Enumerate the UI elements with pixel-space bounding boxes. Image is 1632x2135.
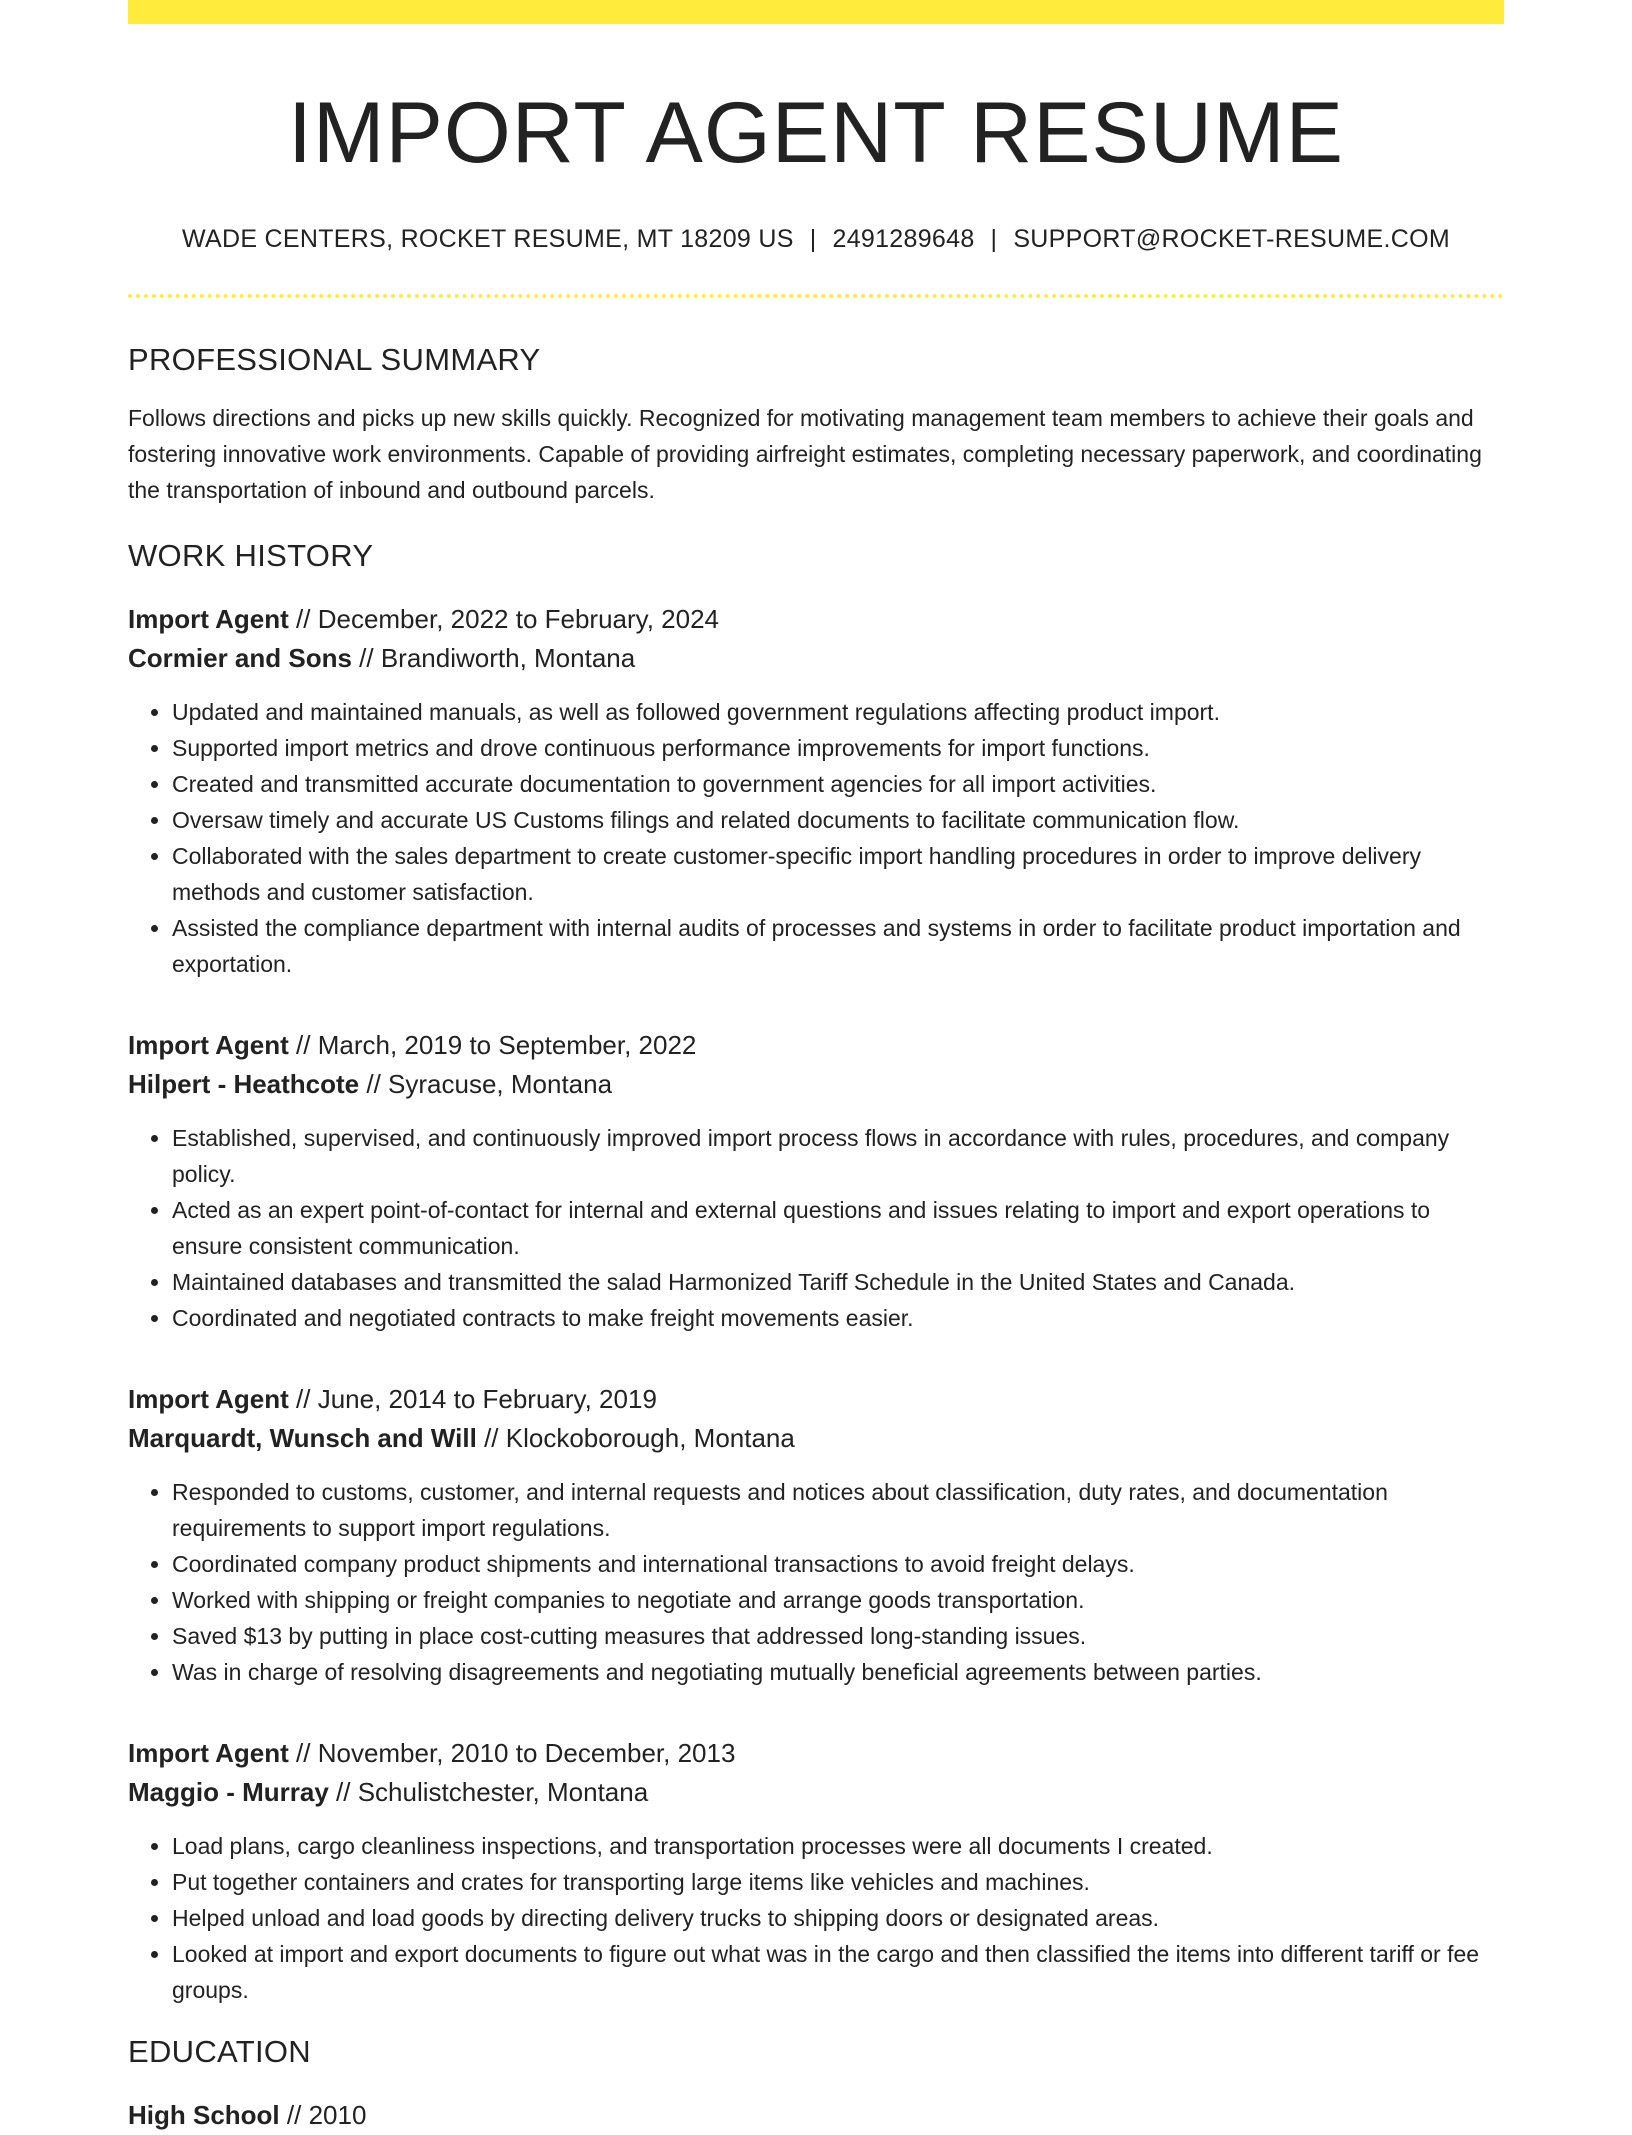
job-duty-item: • Worked with shipping or freight companies to negotiate and arrange goods transportation. xyxy=(172,1582,1504,1618)
education-degree: High School xyxy=(128,2099,280,2130)
job-title-line xyxy=(128,1380,1504,1419)
job-company-line xyxy=(128,1773,1504,1812)
job-location: // Brandiworth, Montana xyxy=(351,642,636,673)
work-history-list xyxy=(128,600,1504,2008)
job-company: Maggio - Murray xyxy=(128,1776,329,1807)
education-year: // 2010 xyxy=(279,2099,367,2130)
job-duty-item: • Coordinated company product shipments and international transactions to avoid freight delays. xyxy=(172,1546,1504,1582)
job-duty-item: • Collaborated with the sales department to create customer-specific import handling procedures in order to improve delivery methods and customer satisfaction. xyxy=(172,838,1504,910)
job-duty-item: • Put together containers and crates for transporting large items like vehicles and machines. xyxy=(172,1864,1504,1900)
job-duty-item: • Established, supervised, and continuously improved import process flows in accordance with rules, procedures, and company policy. xyxy=(172,1120,1504,1192)
job-duty-item: • Maintained databases and transmitted the salad Harmonized Tariff Schedule in the United States and Canada. xyxy=(172,1264,1504,1300)
resume-page xyxy=(128,0,1504,2135)
job-title-line xyxy=(128,1734,1504,1773)
job-duty-item: • Coordinated and negotiated contracts to make freight movements easier. xyxy=(172,1300,1504,1336)
summary-text: Follows directions and picks up new skills quickly. Recognized for motivating management team members to achieve their goals and fostering innovative work environments. Capable of providing airfreight estimates, completing necessary paperwork, and coordinating the transportation of inbound and outbound parcels. xyxy=(128,404,1482,503)
job-title: Import Agent xyxy=(128,603,289,634)
job-location: // Syracuse, Montana xyxy=(359,1068,613,1099)
job-duty-item: • Was in charge of resolving disagreements and negotiating mutually beneficial agreements between parties. xyxy=(172,1654,1504,1690)
job-title: Import Agent xyxy=(128,1737,289,1768)
job-dates: // December, 2022 to February, 2024 xyxy=(288,603,720,634)
summary-heading: PROFESSIONAL SUMMARY xyxy=(128,341,541,377)
work-history-heading: WORK HISTORY xyxy=(128,537,374,573)
job-dates: // March, 2019 to September, 2022 xyxy=(288,1029,697,1060)
job-company: Marquardt, Wunsch and Will xyxy=(128,1422,477,1453)
job-title-line xyxy=(128,1026,1504,1065)
job-company: Cormier and Sons xyxy=(128,642,352,673)
contact-email: SUPPORT@ROCKET-RESUME.COM xyxy=(1013,224,1450,253)
top-accent-bar xyxy=(128,0,1504,24)
job-company-line xyxy=(128,1065,1504,1104)
contact-line xyxy=(128,225,1504,254)
job-duty-item: • Looked at import and export documents to figure out what was in the cargo and then classified the items into different tariff or fee groups. xyxy=(172,1936,1504,2008)
job-duty-item: • Saved $13 by putting in place cost-cutting measures that addressed long-standing issues. xyxy=(172,1618,1504,1654)
job-dates: // June, 2014 to February, 2019 xyxy=(288,1383,657,1414)
contact-separator: | xyxy=(990,224,998,253)
job-entry xyxy=(128,1380,1504,1690)
dotted-divider xyxy=(128,294,1504,298)
job-duties-list xyxy=(128,1120,1504,1336)
job-entry xyxy=(128,1734,1504,2008)
job-title: Import Agent xyxy=(128,1029,289,1060)
job-duty-item: • Oversaw timely and accurate US Customs filings and related documents to facilitate communication flow. xyxy=(172,802,1504,838)
job-company: Hilpert - Heathcote xyxy=(128,1068,360,1099)
education-entry xyxy=(128,2096,1504,2135)
page-title: IMPORT AGENT RESUME xyxy=(288,85,1344,181)
job-entry xyxy=(128,600,1504,982)
job-duties-list xyxy=(128,1474,1504,1690)
job-company-line xyxy=(128,1419,1504,1458)
contact-phone: 2491289648 xyxy=(832,224,975,253)
job-duty-item: • Updated and maintained manuals, as well as followed government regulations affecting product import. xyxy=(172,694,1504,730)
job-location: // Schulistchester, Montana xyxy=(328,1776,649,1807)
education-heading: EDUCATION xyxy=(128,2033,311,2069)
job-duty-item: • Load plans, cargo cleanliness inspections, and transportation processes were all documents I created. xyxy=(172,1828,1504,1864)
job-duties-list xyxy=(128,1828,1504,2008)
job-duty-item: • Created and transmitted accurate documentation to government agencies for all import activities. xyxy=(172,766,1504,802)
job-location: // Klockoborough, Montana xyxy=(476,1422,795,1453)
job-entry xyxy=(128,1026,1504,1336)
job-dates: // November, 2010 to December, 2013 xyxy=(288,1737,736,1768)
job-duty-item: • Helped unload and load goods by directing delivery trucks to shipping doors or designated areas. xyxy=(172,1900,1504,1936)
job-duty-item: • Responded to customs, customer, and internal requests and notices about classification, duty rates, and documentation requirements to support import regulations. xyxy=(172,1474,1504,1546)
job-duties-list xyxy=(128,694,1504,982)
contact-address: WADE CENTERS, ROCKET RESUME, MT 18209 US xyxy=(182,224,794,253)
job-title: Import Agent xyxy=(128,1383,289,1414)
job-duty-item: • Assisted the compliance department with internal audits of processes and systems in order to facilitate product importation and exportation. xyxy=(172,910,1504,982)
job-company-line xyxy=(128,639,1504,678)
contact-separator: | xyxy=(809,224,817,253)
job-duty-item: • Supported import metrics and drove continuous performance improvements for import functions. xyxy=(172,730,1504,766)
job-title-line xyxy=(128,600,1504,639)
job-duty-item: • Acted as an expert point-of-contact for internal and external questions and issues relating to import and export operations to ensure consistent communication. xyxy=(172,1192,1504,1264)
